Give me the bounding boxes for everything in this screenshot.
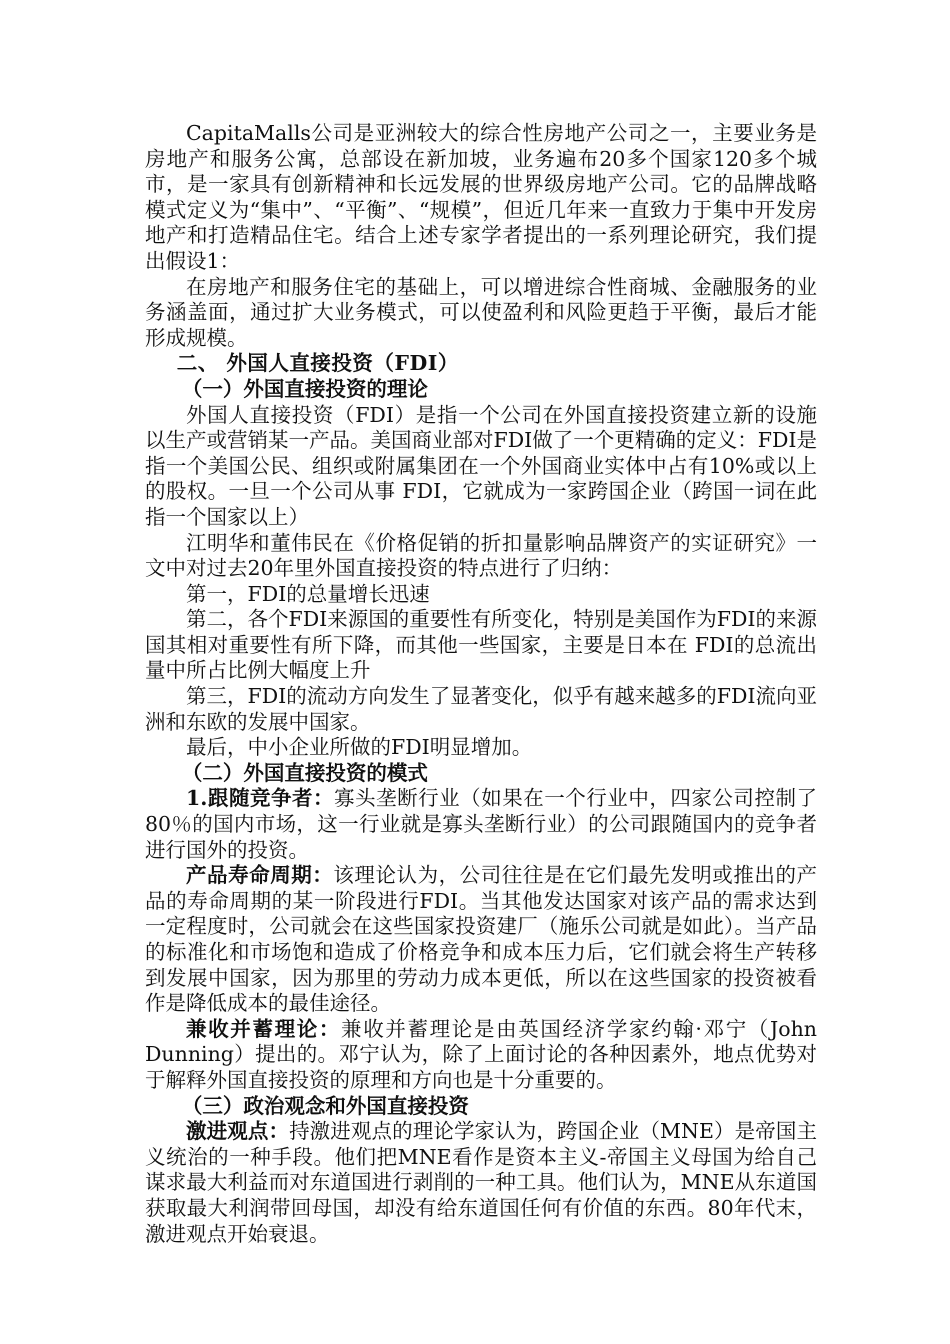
paragraph-fdi-definition: 外国人直接投资（FDI）是指一个公司在外国直接投资建立新的设施以生产或营销某一产品。美国商业部对FDI做了一个更精确的定义：FDI是指一个美国公民、组织或附属集团在一个外国商业实体中占有10%或以上的股权。一旦一个公司从事 FDI，它就成为一家跨国企业（跨国一词在此指一个国家以上） [145, 402, 818, 529]
paragraph-capitamalls-intro: CapitaMalls公司是亚洲较大的综合性房地产公司之一，主要业务是房地产和服务公寓，总部设在新加坡，业务遍布20多个国家120多个城市，是一家具有创新精神和长远发展的世界级房地产公司。它的品牌战略模式定义为“集中”、“平衡”、“规模”，但近几年来一直致力于集中开发房地产和打造精品住宅。结合上述专家学者提出的一系列理论研究，我们提出假设1： [145, 121, 817, 273]
text-follow-competitor: 寡头垄断行业（如果在一个行业中，四家公司控制了80％的国内市场，这一行业就是寡头垄断行业）的公司跟随国内的竞争者进行国外的投资。 [145, 786, 817, 862]
text-eclectic-theory: 兼收并蓄理论是由英国经济学家约翰·邓宁（John Dunning）提出的。邓宁认为，除了上面讨论的各种因素外，地点优势对于解释外国直接投资的原理和方向也是十分重要的。 [145, 1016, 818, 1092]
text-radical-view: 持激进观点的理论学家认为，跨国企业（MNE）是帝国主义统治的一种手段。他们把MNE看作是资本主义-帝国主义母国为给自己谋求最大利益而对东道国进行剥削的一种工具。他们认为，MNE从东道国获取最大利润带回母国，却没有给东道国任何有价值的东西。80年代末，激进观点开始衰退。 [145, 1119, 817, 1246]
paragraph-product-life-cycle [145, 863, 817, 1017]
paragraph-fdi-point-1: 第一，FDI的总量增长迅速 [186, 581, 430, 606]
paragraph-hypothesis-1: 在房地产和服务住宅的基础上，可以增进综合性商城、金融服务的业务涵盖面，通过扩大业务模式，可以使盈利和风险更趋于平衡，最后才能形成规模。 [145, 274, 817, 350]
term-radical-view: 激进观点： [186, 1119, 290, 1144]
paragraph-fdi-point-2: 第二，各个FDI来源国的重要性有所变化，特别是美国作为FDI的来源国其相对重要性有所下降，而其他一些国家，主要是日本在 FDI的总流出量中所占比例大幅度上升 [145, 607, 818, 683]
term-product-life-cycle: 产品寿命周期： [186, 863, 334, 888]
paragraph-radical-view [145, 1119, 817, 1247]
subsection-heading-political-views: （三）政治观念和外国直接投资 [181, 1093, 469, 1118]
term-eclectic-theory: 兼收并蓄理论： [186, 1016, 342, 1041]
paragraph-follow-competitor [145, 786, 817, 863]
text-product-life-cycle: 该理论认为，公司往往是在它们最先发明或推出的产品的寿命周期的某一阶段进行FDI。当其他发达国家对该产品的需求达到一定程度时，公司就会在这些国家投资建厂（施乐公司就是如此）。当产品的标准化和市场饱和造成了价格竞争和成本压力后，它们就会将生产转移到发展中国家，因为那里的劳动力成本更低，所以在这些国家的投资被看作是降低成本的最佳途径。 [145, 863, 818, 1016]
paragraph-fdi-point-3: 第三，FDI的流动方向发生了显著变化，似乎有越来越多的FDI流向亚洲和东欧的发展中国家。 [145, 684, 818, 734]
paragraph-fdi-characteristics-intro: 江明华和董伟民在《价格促销的折扣量影响品牌资产的实证研究》一文中对过去20年里外国直接投资的特点进行了归纳： [145, 530, 817, 581]
section-heading-fdi: 二、 外国人直接投资（FDI） [176, 351, 459, 376]
paragraph-eclectic-theory [145, 1017, 817, 1094]
paragraph-fdi-point-last: 最后，中小企业所做的FDI明显增加。 [186, 735, 533, 760]
term-follow-competitor: 1.跟随竞争者： [186, 786, 335, 811]
subsection-heading-fdi-theory: （一）外国直接投资的理论 [181, 376, 428, 401]
subsection-heading-fdi-modes: （二）外国直接投资的模式 [181, 760, 428, 785]
document-body [145, 121, 817, 1247]
